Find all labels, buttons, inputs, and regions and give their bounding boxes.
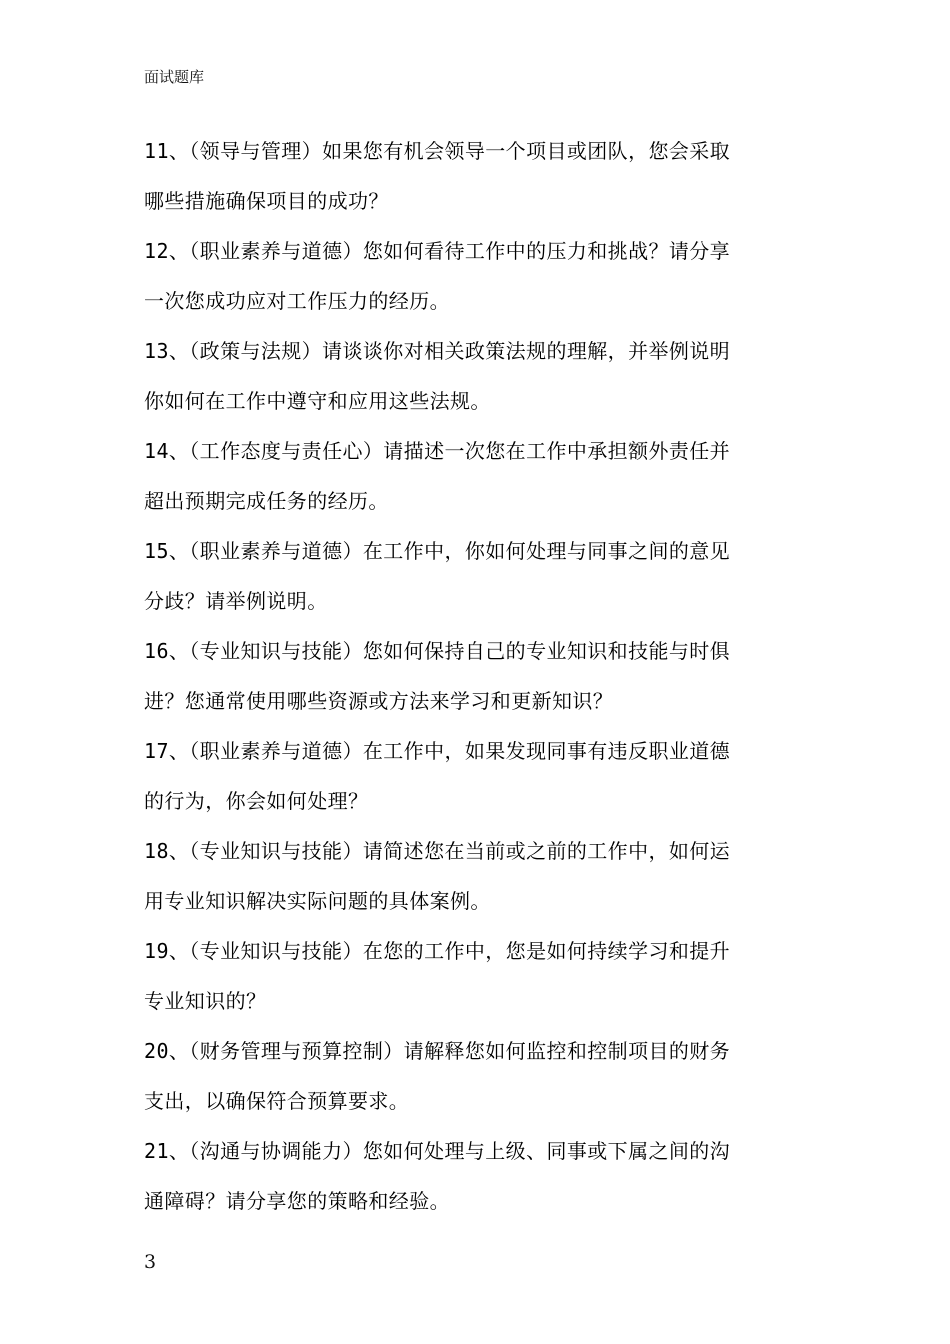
question-line: 进？您通常使用哪些资源或方法来学习和更新知识？ (144, 689, 614, 713)
question-line: 16、（专业知识与技能）您如何保持自己的专业知识和技能与时俱 (144, 639, 731, 663)
question-item (144, 126, 809, 226)
question-item (144, 426, 809, 526)
question-item (144, 726, 809, 826)
question-line: 分歧？请举例说明。 (144, 589, 328, 613)
question-line: 13、（政策与法规）请谈谈你对相关政策法规的理解，并举例说明 (144, 339, 731, 363)
question-line: 专业知识的？ (144, 989, 267, 1013)
question-item (144, 326, 809, 426)
question-line: 超出预期完成任务的经历。 (144, 489, 389, 513)
question-list (144, 126, 809, 1226)
question-item (144, 526, 809, 626)
question-line: 12、（职业素养与道德）您如何看待工作中的压力和挑战？请分享 (144, 239, 731, 263)
question-item (144, 626, 809, 726)
question-line: 18、（专业知识与技能）请简述您在当前或之前的工作中，如何运 (144, 839, 731, 863)
question-line: 你如何在工作中遵守和应用这些法规。 (144, 389, 491, 413)
page-header: 面试题库 (144, 68, 205, 86)
question-line: 15、（职业素养与道德）在工作中，你如何处理与同事之间的意见 (144, 539, 731, 563)
question-item (144, 1126, 809, 1226)
question-item (144, 1026, 809, 1126)
question-line: 用专业知识解决实际问题的具体案例。 (144, 889, 491, 913)
question-line: 的行为，你会如何处理？ (144, 789, 369, 813)
question-line: 一次您成功应对工作压力的经历。 (144, 289, 450, 313)
question-item (144, 826, 809, 926)
question-line: 17、（职业素养与道德）在工作中，如果发现同事有违反职业道德 (144, 739, 731, 763)
question-line: 19、（专业知识与技能）在您的工作中，您是如何持续学习和提升 (144, 939, 731, 963)
question-line: 哪些措施确保项目的成功？ (144, 189, 389, 213)
question-item (144, 926, 809, 1026)
question-line: 通障碍？请分享您的策略和经验。 (144, 1189, 450, 1213)
question-item (144, 226, 809, 326)
question-line: 11、（领导与管理）如果您有机会领导一个项目或团队，您会采取 (144, 139, 731, 163)
page-number: 3 (144, 1251, 157, 1273)
question-line: 14、（工作态度与责任心）请描述一次您在工作中承担额外责任并 (144, 439, 731, 463)
question-line: 21、（沟通与协调能力）您如何处理与上级、同事或下属之间的沟 (144, 1139, 731, 1163)
question-line: 支出，以确保符合预算要求。 (144, 1089, 410, 1113)
question-line: 20、（财务管理与预算控制）请解释您如何监控和控制项目的财务 (144, 1039, 731, 1063)
